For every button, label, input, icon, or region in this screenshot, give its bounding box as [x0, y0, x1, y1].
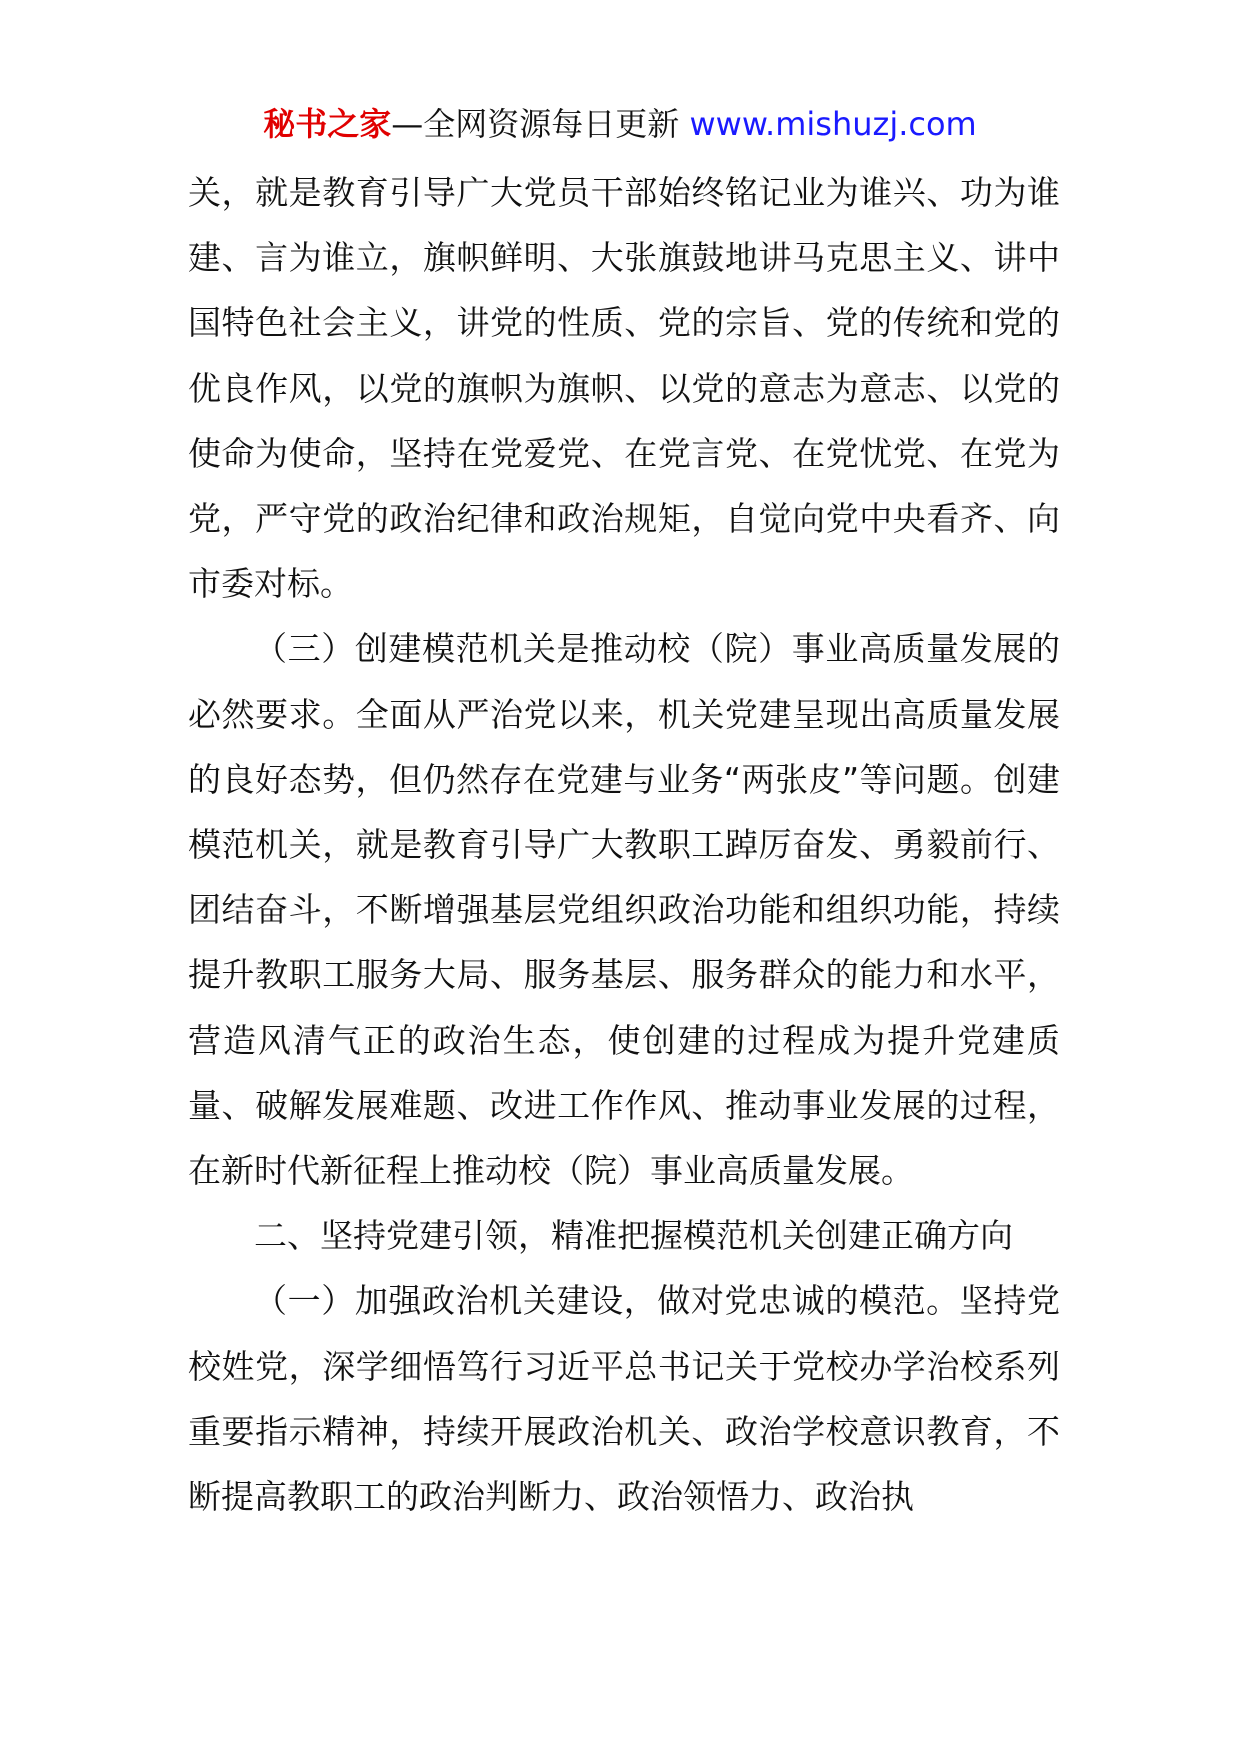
document-body	[188, 160, 1060, 1529]
paragraph-subsection-one: （一）加强政治机关建设，做对党忠诚的模范。坚持党校姓党，深学细悟笃行习近平总书记关于党校办学治校系列重要指示精神，持续开展政治机关、政治学校意识教育，不断提高教职工的政治判断力、政治领悟力、政治执	[188, 1281, 1060, 1517]
page-header	[0, 100, 1240, 148]
site-url-link[interactable]: www.mishuzj.com	[689, 105, 977, 143]
section-heading: 二、坚持党建引领，精准把握模范机关创建正确方向	[254, 1216, 1013, 1256]
site-tagline: —全网资源每日更新	[391, 105, 690, 143]
paragraph-section-three: （三）创建模范机关是推动校（院）事业高质量发展的必然要求。全面从严治党以来，机关党建呈现出高质量发展的良好态势，但仍然存在党建与业务“两张皮”等问题。创建模范机关，就是教育引导广大教职工踔厉奋发、勇毅前行、团结奋斗，不断增强基层党组织政治功能和组织功能，持续提升教职工服务大局、服务基层、服务群众的能力和水平，营造风清气正的政治生态，使创建的过程成为提升党建质量、破解发展难题、改进工作作风、推动事业发展的过程，在新时代新征程上推动校（院）事业高质量发展。	[188, 629, 1060, 1191]
paragraph-continuation: 关，就是教育引导广大党员干部始终铭记业为谁兴、功为谁建、言为谁立，旗帜鲜明、大张旗鼓地讲马克思主义、讲中国特色社会主义，讲党的性质、党的宗旨、党的传统和党的优良作风，以党的旗帜为旗帜、以党的意志为意志、以党的使命为使命，坚持在党爱党、在党言党、在党忧党、在党为党，严守党的政治纪律和政治规矩，自觉向党中央看齐、向市委对标。	[188, 173, 1060, 604]
site-brand: 秘书之家	[263, 105, 392, 143]
